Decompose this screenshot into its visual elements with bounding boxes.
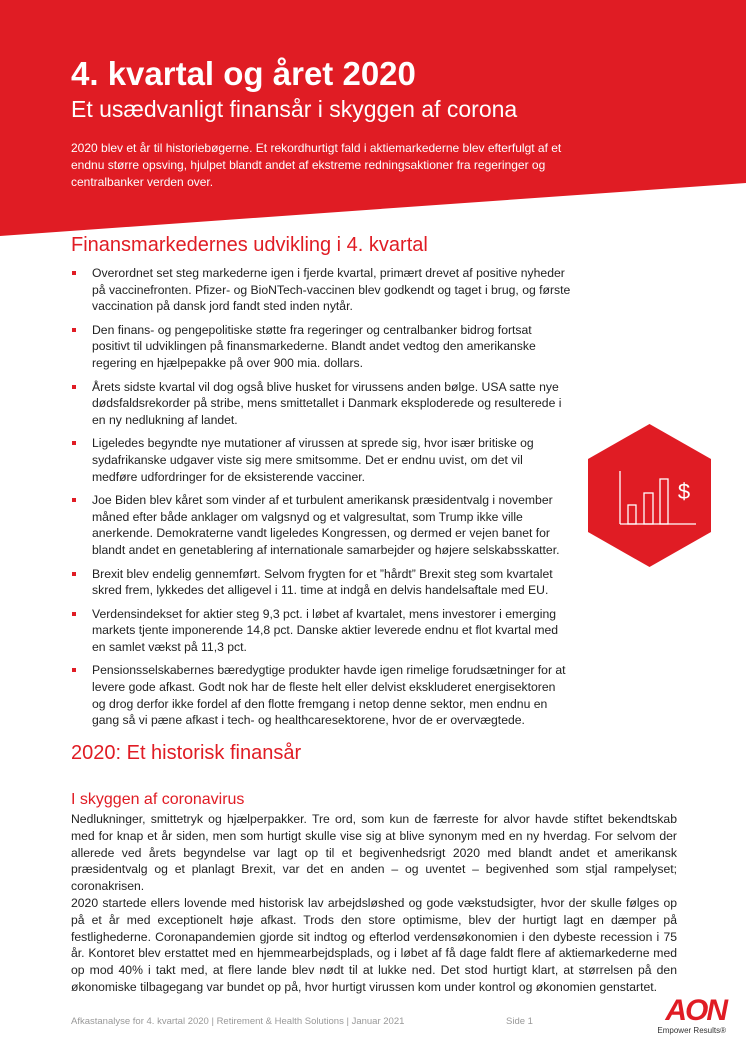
page-number: Side 1 [506, 1016, 533, 1027]
list-item: Brexit blev endelig gennemført. Selvom frygten for et ”hårdt” Brexit steg som kvartalet skred frem, lykkedes det alligevel i 11. time at indgå en delvis handelsaftale med EU. [71, 566, 571, 599]
list-item: Ligeledes begyndte nye mutationer af virussen at sprede sig, hvor især britiske og sydafrikanske udgaver viste sig mere smitsomme. Det er endnu uvist, om det vil medføre udfordringer for de eksisterende vacciner. [71, 435, 571, 485]
list-item: Årets sidste kvartal vil dog også blive husket for virussens anden bølge. USA satte nye dødsfaldsrekorder på stribe, mens smittetallet i Danmark eksploderede og resulterede i en ny nedlukning af landet. [71, 379, 571, 429]
section-title-q4: Finansmarkedernes udvikling i 4. kvartal [71, 234, 428, 256]
footer-text: Afkastanalyse for 4. kvartal 2020 | Retirement & Health Solutions | Januar 2021 [71, 1016, 405, 1027]
paragraph: Nedlukninger, smittetryk og hjælperpakker. Tre ord, som kun de færreste for alvor havde stiftet bekendtskab med for knap et år siden, men som hurtigt skulle vise sig at blive synonym med en ny hverdag. For selvom der allerede ved årets begyndelse var lagt op til et begivenhedsrigt 2020 med blandt andet et amerikansk præsidentvalg og et planlagt Brexit, var det en anden – og uventet – begivenhed som stjal rampelyset; coronakrisen. [71, 812, 677, 894]
intro-text: 2020 blev et år til historiebøgerne. Et rekordhurtigt fald i aktiemarkederne blev efterfulgt af et endnu større opsving, hjulpet blandt andet af ekstreme redningsaktioner fra regeringer og centralbanker verden over. [71, 141, 562, 189]
paragraph: 2020 startede ellers lovende med historisk lav arbejdsløshed og gode vækstudsigter, hvor der skulle følges op på et år med exceptionelt høje afkast. Trods den store optimisme, blev der hurtigt lagt en dæmper på festlighederne. Coronapandemien gjorde sit indtog og efterlod verdensøkonomien i den dybeste recession i 75 år. Kontoret blev erstattet med en hjemmearbejdsplads, og i løbet af få dage faldt flere af aktiemarkederne med op mod 40% i takt med, at flere lande blev nødt til at lukke ned. Det stod hurtigt klart, at størrelsen på den økonomiske tilbagegang var bundet op på, hvor hurtigt virussen kom under kontrol og økonomien genstartet. [71, 896, 677, 994]
page-subtitle: Et usædvanligt finansår i skyggen af corona [71, 96, 518, 122]
bullet-list [71, 265, 571, 736]
list-item: Pensionsselskabernes bæredygtige produkter havde igen rimelige forudsætninger for at levere gode afkast. Godt nok har de fleste helt eller delvist ekskluderet energisektoren og drog derfor ikke fordel af den flotte fremgang i netop denne sektor, men endnu en gang så vi pæne afkast i tech- og healthcaresektorene, hvor de er overvægtede. [71, 662, 571, 728]
list-item: Overordnet set steg markederne igen i fjerde kvartal, primært drevet af positive nyheder på vaccinefronten. Pfizer- og BioNTech-vaccinen blev godkendt og taget i brug, og første vaccination på dansk jord fandt sted inden nytår. [71, 265, 571, 315]
section-title-2020: 2020: Et historisk finansår [71, 742, 302, 764]
logo-tagline: Empower Results® [657, 1026, 726, 1035]
aon-logo [596, 996, 726, 1035]
list-item: Joe Biden blev kåret som vinder af et turbulent amerikansk præsidentvalg i november måned efter både anklager om valgsnyd og et valgresultat, som Trump ikke ville anerkende. Demokraterne vandt ligeledes Kongressen, og dermed er vejen banet for blandt andet en genetablering af internationale samarbejder og højere selskabsskatter. [71, 492, 571, 558]
chart-dollar-icon [586, 422, 713, 568]
subsection-title: I skyggen af coronavirus [71, 791, 245, 808]
list-item: Den finans- og pengepolitiske støtte fra regeringer og centralbanker bidrog fortsat positivt til udviklingen på finansmarkederne. Blandt andet vedtog den amerikanske regering en hjælpepakke på over 900 mia. dollars. [71, 322, 571, 372]
dollar-sign: $ [677, 479, 691, 504]
logo-wordmark: AON [665, 994, 726, 1027]
page-title: 4. kvartal og året 2020 [71, 55, 416, 92]
list-item: Verdensindekset for aktier steg 9,3 pct. i løbet af kvartalet, mens investorer i emerging markets tjente imponerende 14,8 pct. Danske aktier leverede endnu et flot kvartal med en samlet vækst på 11,3 pct. [71, 606, 571, 656]
